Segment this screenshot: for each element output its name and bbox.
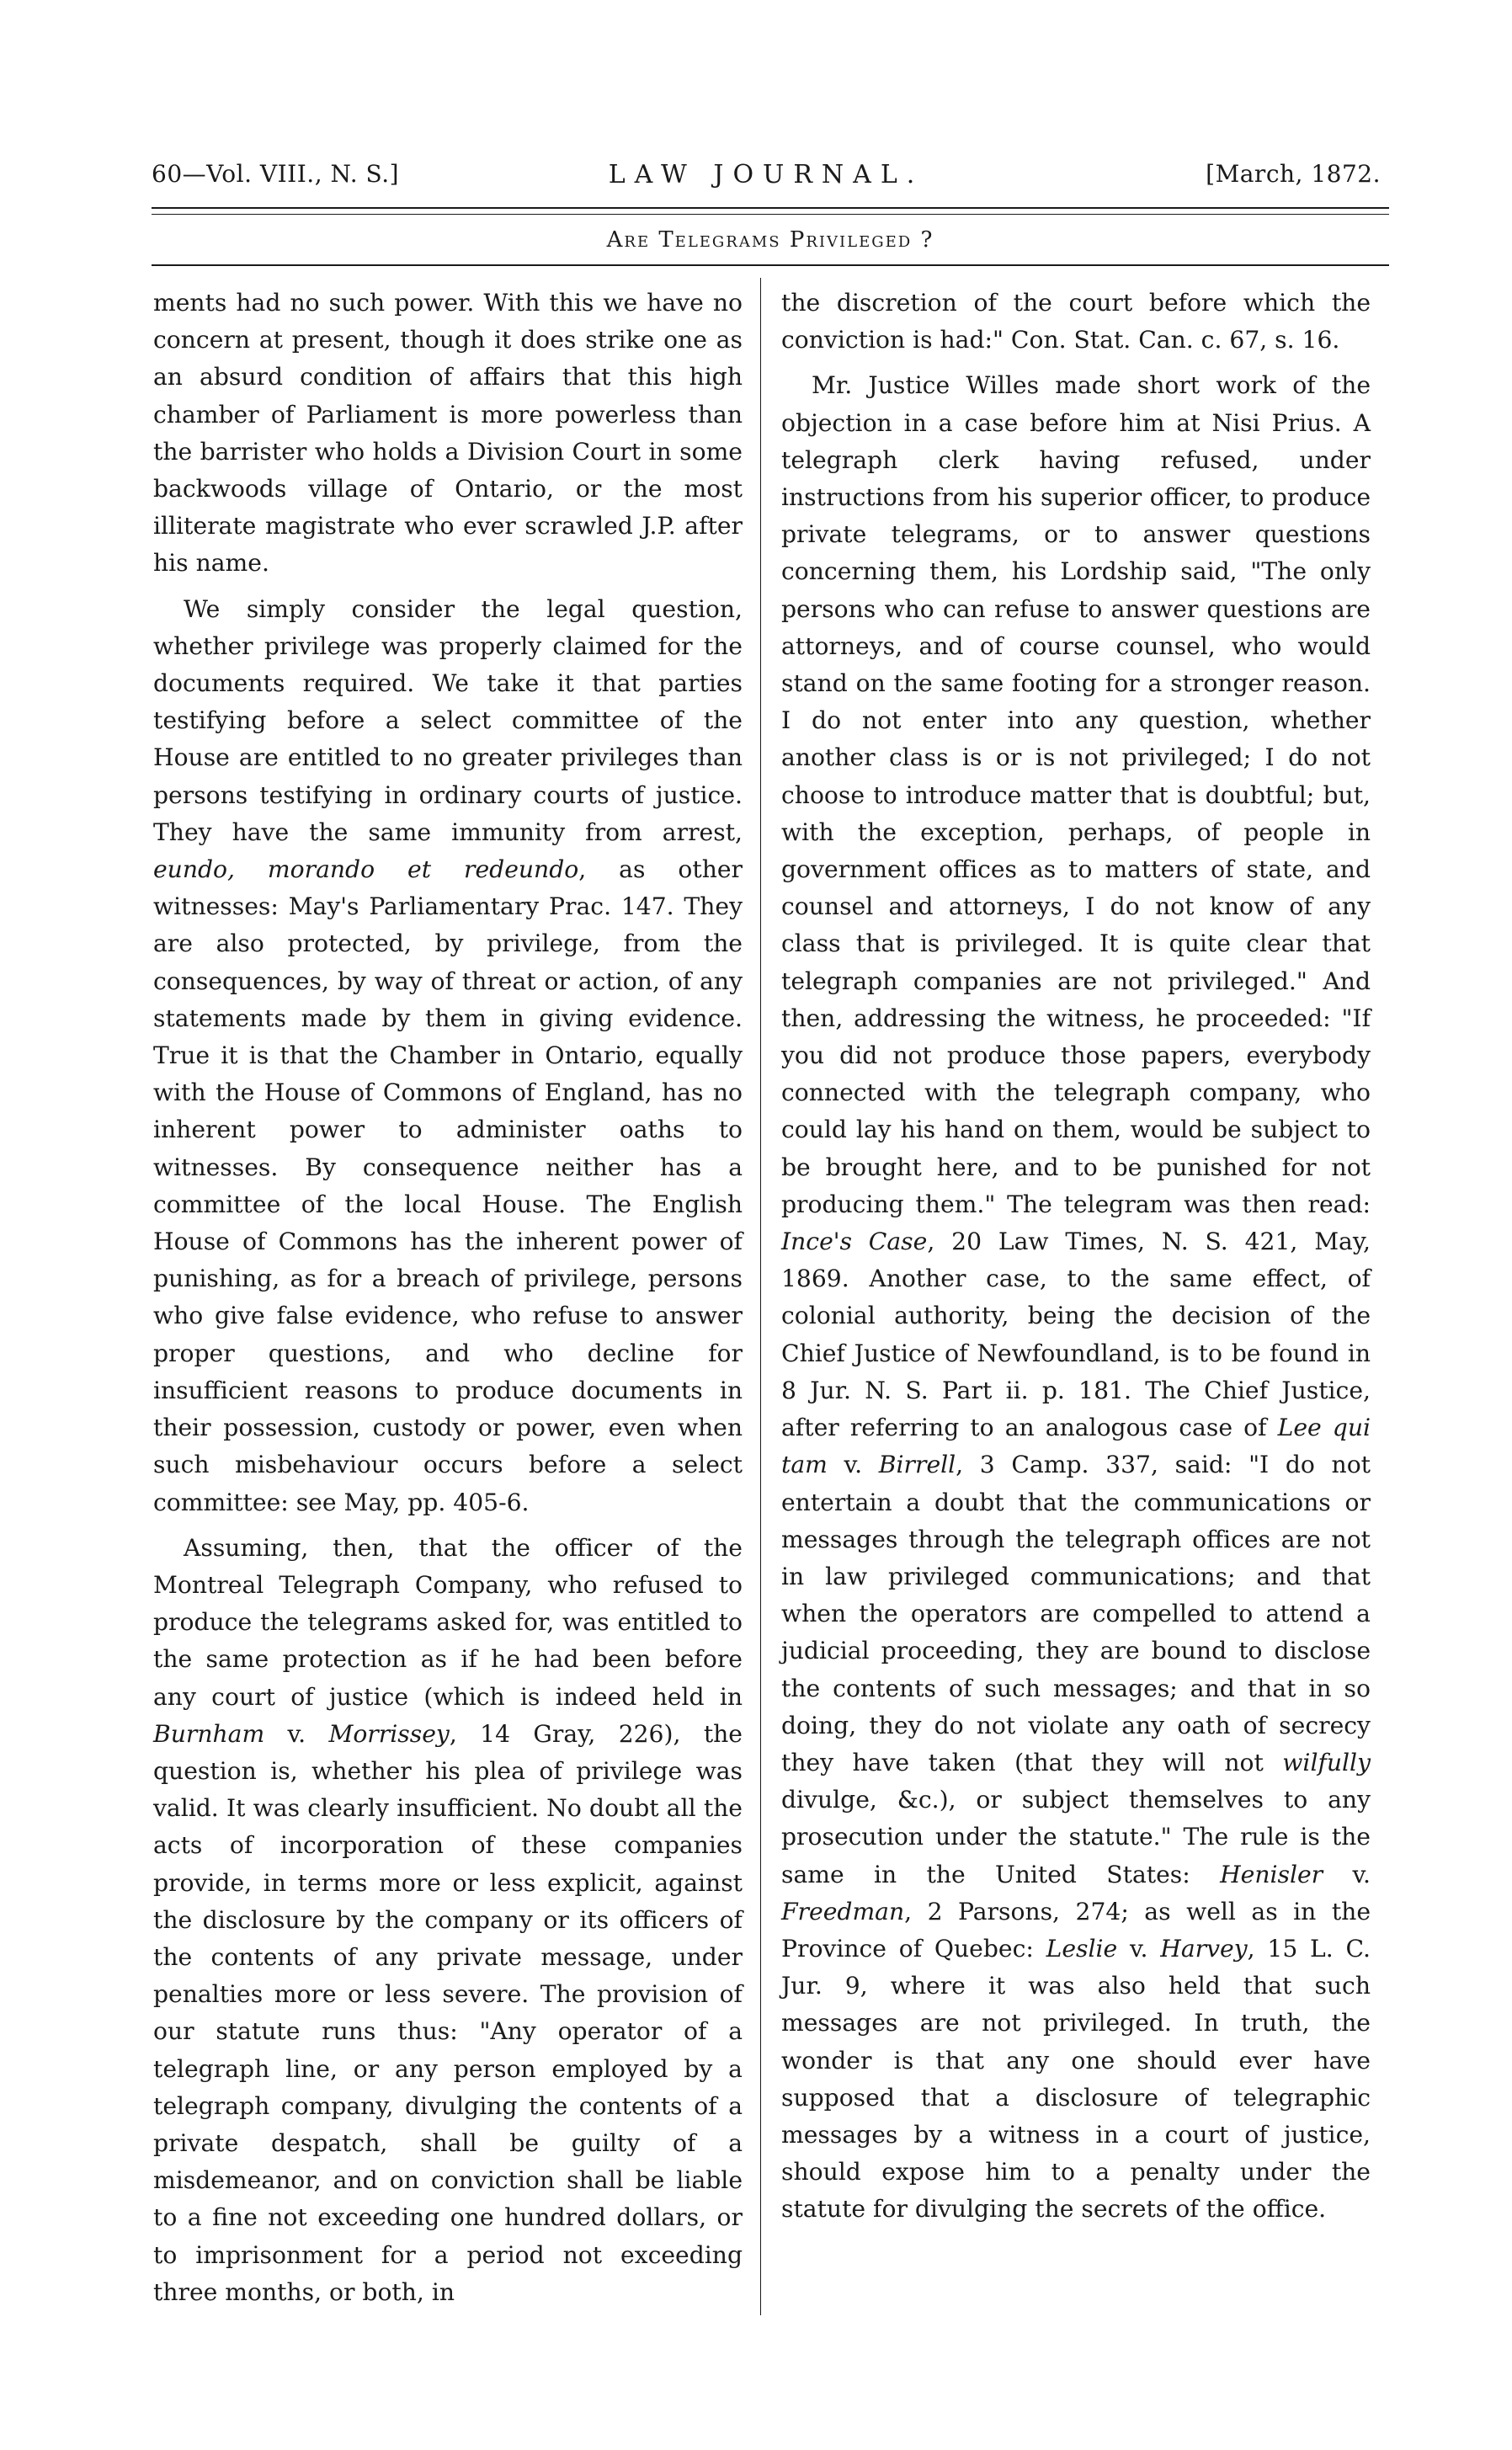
article-title: Are Telegrams Privileged ? (606, 227, 934, 253)
left-column (153, 285, 743, 2311)
paragraph: We simply consider the legal question, whether privilege was properly claimed for the documents required. We take it that parties testifying before a select committee of the House are entitled to no greater privileges than persons testifying in ordinary courts of justice. They have the same immunity from arrest, eundo, morando et redeundo, as other witnesses: May's Parliamentary Prac. 147. They are also protected, by privilege, from the consequences, by way of threat or action, of any statements made by them in giving evidence. True it is that the Chamber in Ontario, equally with the House of Commons of England, has no inherent power to administer oaths to witnesses. By consequence neither has a committee of the local House. The English House of Commons has the inherent power of punishing, as for a breach of privilege, persons who give false evidence, who refuse to answer proper questions, and who decline for insufficient reasons to produce documents in their possession, custody or power, even when such misbehaviour occurs before a select committee: see May, pp. 405-6. (153, 594, 743, 1516)
volume-info: 60—Vol. VIII., N. S.] (152, 160, 400, 188)
right-column (781, 285, 1371, 2229)
paragraph: Mr. Justice Willes made short work of the objection in a case before him at Nisi Prius. A telegraph clerk having refused, under instructions from his superior officer, to produce private telegrams, or to answer questions concerning them, his Lordship said, "The only persons who can refuse to answer questions are attorneys, and of course counsel, who would stand on the same footing for a stronger reason. I do not enter into any question, whether another class is or is not privileged; I do not choose to introduce matter that is doubtful; but, with the exception, perhaps, of people in government offices as to matters of state, and counsel and attorneys, I do not know of any class that is privileged. It is quite clear that telegraph companies are not privileged." And then, addressing the witness, he proceeded: "If you did not produce those papers, everybody connected with the telegraph company, who could lay his hand on them, would be subject to be brought here, and to be punished for not producing them." The telegram was then read: Ince's Case, 20 Law Times, N. S. 421, May, 1869. Another case, to the same effect, of colonial authority, being the decision of the Chief Justice of Newfoundland, is to be found in 8 Jur. N. S. Part ii. p. 181. The Chief Justice, after referring to an analogous case of Lee qui tam v. Birrell, 3 Camp. 337, said: "I do not entertain a doubt that the communications or messages through the telegraph offices are not in law privileged communications; and that when the operators are compelled to attend a judicial proceeding, they are bound to disclose the contents of such messages; and that in so doing, they do not violate any oath of secrecy they have taken (that they will not wilfully divulge, &c.), or subject themselves to any prosecution under the statute." The rule is the same in the United States: Henisler v. Freedman, 2 Parsons, 274; as well as in the Province of Quebec: Leslie v. Harvey, 15 L. C. Jur. 9, where it was also held that such messages are not privileged. In truth, the wonder is that any one should ever have supposed that a disclosure of telegraphic messages by a witness in a court of justice, should expose him to a penalty under the statute for divulging the secrets of the office. (781, 371, 1371, 2224)
header-rule (152, 207, 1389, 215)
title-rule (152, 264, 1389, 266)
journal-title: LAW JOURNAL. (608, 160, 924, 189)
paragraph: the discretion of the court before which the conviction is had:" Con. Stat. Can. c. 67, s. 16. (781, 289, 1371, 354)
paragraph: Assuming, then, that the officer of the Montreal Telegraph Company, who refused to produce the telegrams asked for, was entitled to the same protection as if he had been before any court of justice (which is indeed held in Burnham v. Morrissey, 14 Gray, 226), the question is, whether his plea of privilege was valid. It was clearly insufficient. No doubt all the acts of incorporation of these companies provide, in terms more or less explicit, against the disclosure by the company or its officers of the contents of any private message, under penalties more or less severe. The provision of our statute runs thus: "Any operator of a telegraph line, or any person employed by a telegraph company, divulging the contents of a private despatch, shall be guilty of a misdemeanor, and on conviction shall be liable to a fine not exceeding one hundred dollars, or to imprisonment for a period not exceeding three months, or both, in (153, 1533, 743, 2306)
column-divider (760, 278, 761, 2315)
paragraph: ments had no such power. With this we have no concern at present, though it does strike one as an absurd condition of affairs that this high chamber of Parliament is more powerless than the barrister who holds a Division Court in some backwoods village of Ontario, or the most illiterate magistrate who ever scrawled J.P. after his name. (153, 289, 743, 578)
issue-date: [March, 1872. (1206, 160, 1381, 188)
running-header (152, 160, 1381, 194)
